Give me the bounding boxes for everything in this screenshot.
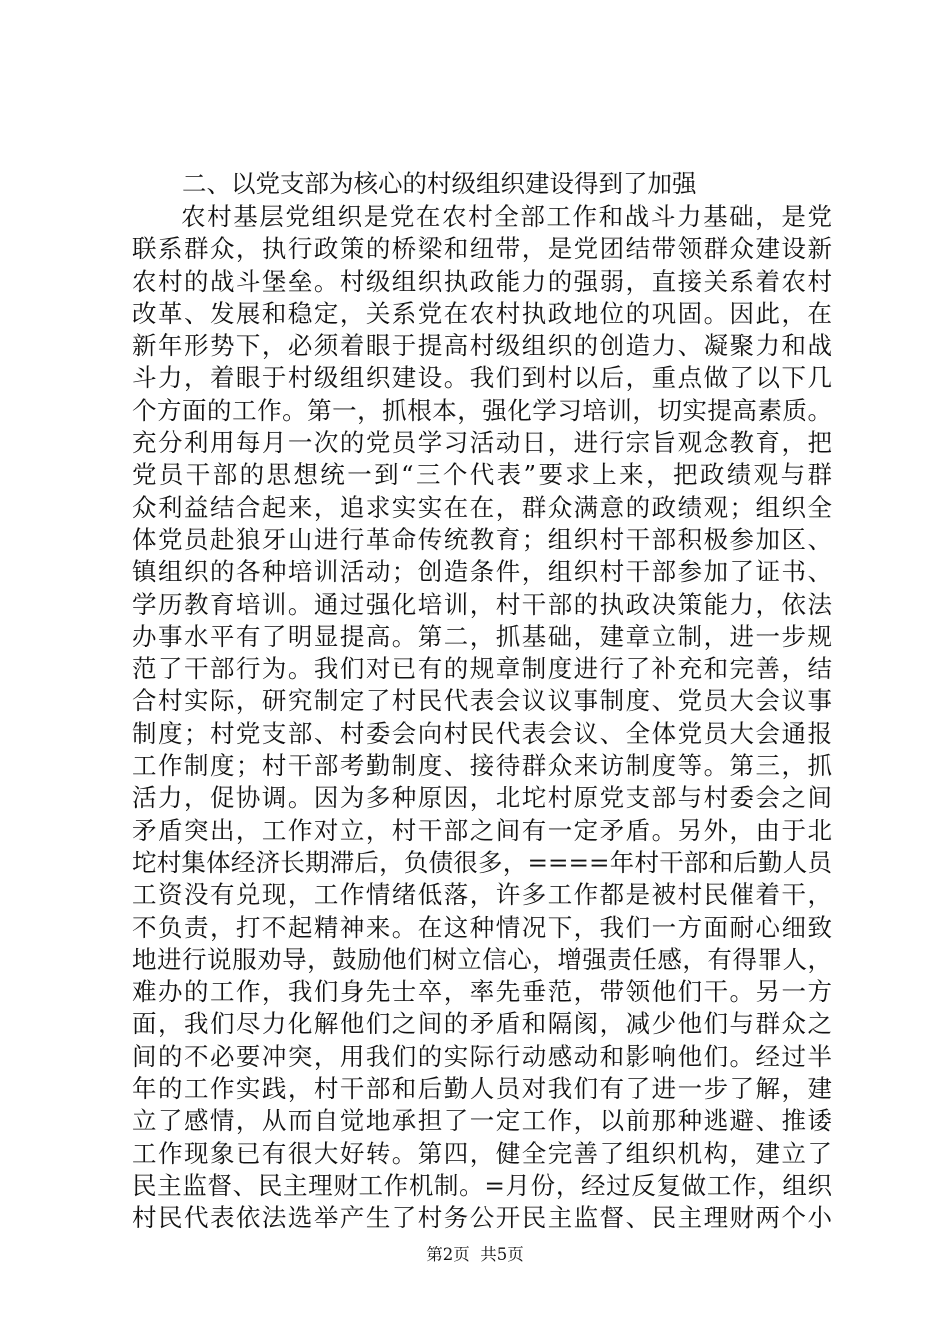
paragraph-line: 个方面的工作。第一，抓根本，强化学习培训，切实提高素质。 [132,395,832,425]
paragraph-line: 工资没有兑现，工作情绪低落，许多工作都是被村民催着干， [132,880,832,910]
paragraph-line: 地进行说服劝导，鼓励他们树立信心，增强责任感，有得罪人， [132,944,832,974]
paragraph-line: 农村的战斗堡垒。村级组织执政能力的强弱，直接关系着农村 [132,266,832,296]
paragraph-line: 农村基层党组织是党在农村全部工作和战斗力基础，是党 [181,202,832,231]
paragraph-line: 斗力，着眼于村级组织建设。我们到村以后，重点做了以下几 [132,363,832,393]
paragraph-line: 学历教育培训。通过强化培训，村干部的执政决策能力，依法 [132,589,832,619]
paragraph-line: 难办的工作，我们身先士卒，率先垂范，带领他们干。另一方 [132,977,832,1007]
paragraph-line: 工作制度；村干部考勤制度、接待群众来访制度等。第三，抓 [132,751,832,781]
page-footer [0,1244,950,1266]
paragraph-line: 联系群众，执行政策的桥梁和纽带，是党团结带领群众建设新 [132,234,832,264]
paragraph-line: 不负责，打不起精神来。在这种情况下，我们一方面耐心细致 [132,912,832,942]
paragraph-line: 充分利用每月一次的党员学习活动日，进行宗旨观念教育，把 [132,428,832,458]
paragraph-line: 众利益结合起来，追求实实在在，群众满意的政绩观；组织全 [132,492,832,522]
paragraph-line: 镇组织的各种培训活动；创造条件，组织村干部参加了证书、 [132,557,832,587]
paragraph-line: 坨村集体经济长期滞后，负债很多，====年村干部和后勤人员 [132,847,832,877]
paragraph-line: 合村实际，研究制定了村民代表会议议事制度、党员大会议事 [132,686,832,716]
paragraph-line: 党员干部的思想统一到“三个代表”要求上来，把政绩观与群 [132,460,832,490]
paragraph-line: 民主监督、民主理财工作机制。=月份，经过反复做工作，组织 [132,1170,832,1200]
paragraph-line: 新年形势下，必须着眼于提高村级组织的创造力、凝聚力和战 [132,331,832,361]
paragraph-line: 范了干部行为。我们对已有的规章制度进行了补充和完善，结 [132,654,832,684]
paragraph-line: 间的不必要冲突，用我们的实际行动感动和影响他们。经过半 [132,1041,832,1071]
body-paragraph [132,201,832,1235]
section-heading: 二、以党支部为核心的村级组织建设得到了加强 [182,169,697,198]
paragraph-line: 面，我们尽力化解他们之间的矛盾和隔阂，减少他们与群众之 [132,1009,832,1039]
paragraph-line: 年的工作实践，村干部和后勤人员对我们有了进一步了解，建 [132,1074,832,1104]
paragraph-line: 改革、发展和稳定，关系党在农村执政地位的巩固。因此，在 [132,298,832,328]
paragraph-line: 体党员赴狼牙山进行革命传统教育；组织村干部积极参加区、 [132,524,832,554]
paragraph-line: 制度；村党支部、村委会向村民代表会议、全体党员大会通报 [132,718,832,748]
paragraph-line: 工作现象已有很大好转。第四，健全完善了组织机构，建立了 [132,1138,832,1168]
paragraph-line: 活力，促协调。因为多种原因，北坨村原党支部与村委会之间 [132,783,832,813]
paragraph-line: 立了感情，从而自觉地承担了一定工作，以前那种逃避、推诿 [132,1106,832,1136]
paragraph-line: 办事水平有了明显提高。第二，抓基础，建章立制，进一步规 [132,621,832,651]
paragraph-line: 矛盾突出，工作对立，村干部之间有一定矛盾。另外，由于北 [132,815,832,845]
page-number: 第2页 共5页 [426,1245,524,1264]
paragraph-line: 村民代表依法选举产生了村务公开民主监督、民主理财两个小 [132,1203,832,1233]
